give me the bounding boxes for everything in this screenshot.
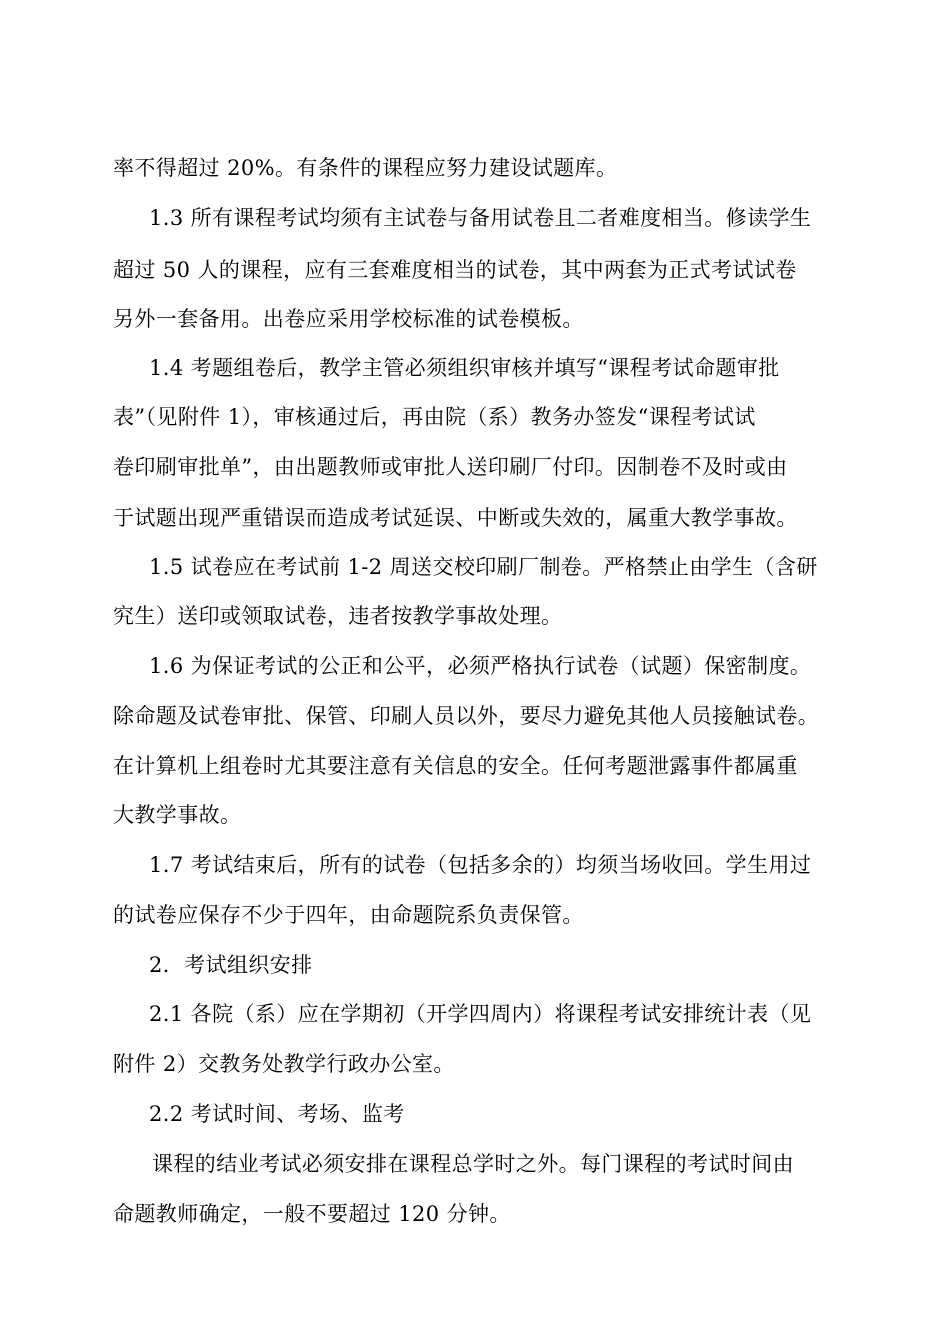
text-line: 究生）送印或领取试卷，违者按教学事故处理。 [113, 604, 563, 628]
text-line: 另外一套备用。出卷应采用学校标准的试卷模板。 [113, 307, 584, 331]
text-line: 除命题及试卷审批、保管、印刷人员以外，要尽力避免其他人员接触试卷。 [113, 704, 820, 728]
text-line: 附件 2）交教务处教学行政办公室。 [113, 1052, 455, 1076]
section-heading: 2．考试组织安排 [149, 953, 313, 977]
text-line: 的试卷应保存不少于四年，由命题院系负责保管。 [113, 903, 584, 927]
text-line: 1.5 试卷应在考试前 1-2 周送交校印刷厂制卷。严格禁止由学生（含研 [149, 555, 818, 579]
subsection-heading: 2.2 考试时间、考场、监考 [149, 1102, 405, 1126]
text-line: 课程的结业考试必须安排在课程总学时之外。每门课程的考试时间由 [152, 1152, 794, 1176]
text-line: 表”（见附件 1），审核通过后，再由院（系）教务办签发“课程考试试 [113, 405, 756, 429]
text-line: 率不得超过 20%。有条件的课程应努力建设试题库。 [113, 156, 618, 180]
text-line: 卷印刷审批单”，由出题教师或审批人送印刷厂付印。因制卷不及时或由 [113, 455, 788, 479]
text-line: 1.7 考试结束后，所有的试卷（包括多余的）均须当场收回。学生用过 [149, 853, 812, 877]
text-line: 于试题出现严重错误而造成考试延误、中断或失效的，属重大教学事故。 [113, 506, 798, 530]
text-line: 在计算机上组卷时尤其要注意有关信息的安全。任何考题泄露事件都属重 [113, 754, 798, 778]
text-line: 2.1 各院（系）应在学期初（开学四周内）将课程考试安排统计表（见 [149, 1002, 812, 1026]
text-line: 1.4 考题组卷后，教学主管必须组织审核并填写“课程考试命题审批 [149, 356, 780, 380]
text-line: 超过 50 人的课程，应有三套难度相当的试卷，其中两套为正式考试试卷 [113, 258, 797, 282]
text-line: 1.3 所有课程考试均须有主试卷与备用试卷且二者难度相当。修读学生 [149, 206, 812, 230]
text-line: 1.6 为保证考试的公正和公平，必须严格执行试卷（试题）保密制度。 [149, 654, 812, 678]
text-line: 大教学事故。 [113, 803, 242, 827]
text-line: 命题教师确定，一般不要超过 120 分钟。 [113, 1202, 511, 1226]
